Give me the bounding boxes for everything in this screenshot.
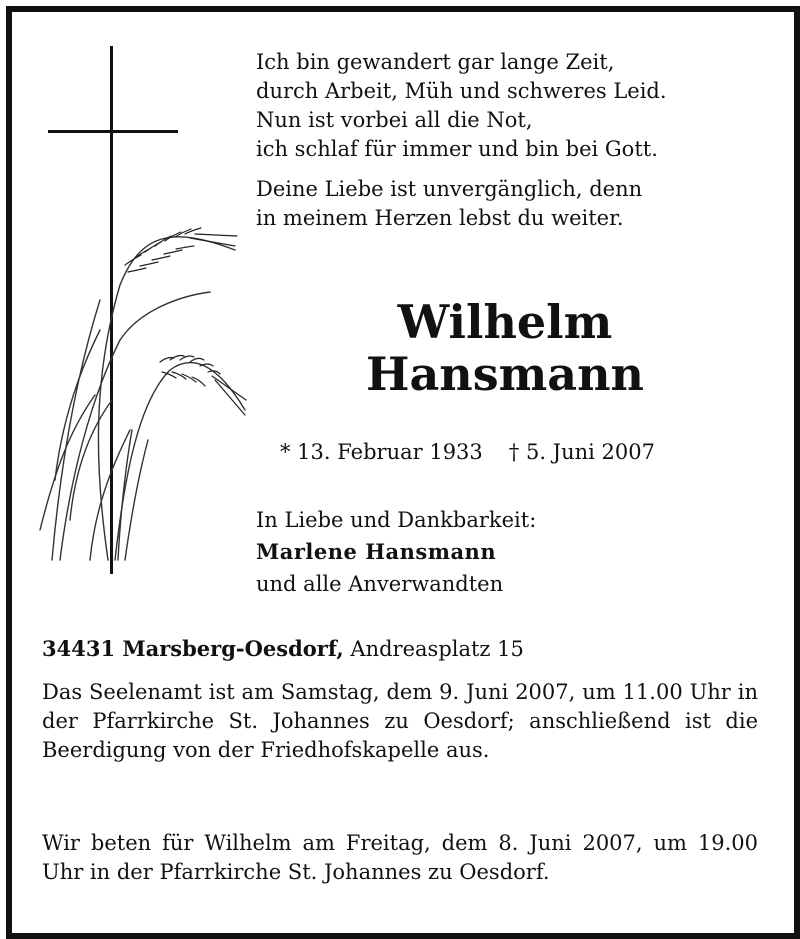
- mourner-name: Marlene Hansmann: [256, 539, 497, 564]
- wheat-icon: [40, 228, 246, 560]
- last-name: Hansmann: [366, 347, 644, 401]
- first-name: Wilhelm: [397, 295, 613, 349]
- mourners-intro: In Liebe und Dankbarkeit:: [256, 508, 537, 532]
- poem-line: Ich bin gewandert gar lange Zeit,: [256, 50, 615, 74]
- death-date: † 5. Juni 2007: [508, 440, 655, 464]
- funeral-notice: Das Seelenamt ist am Samstag, dem 9. Juni 2007, um 11.00 Uhr in der Pfarrkirche St. Johannes zu Oesdorf; anschließend ist die Beerdigung von der Friedhofskapelle aus.: [42, 680, 758, 762]
- prayer-notice: Wir beten für Wilhelm am Freitag, dem 8. Juni 2007, um 19.00 Uhr in der Pfarrkirche St. Johannes zu Oesdorf.: [42, 831, 758, 884]
- address-city: 34431 Marsberg-Oesdorf,: [42, 636, 344, 661]
- poem-line: durch Arbeit, Müh und schweres Leid.: [256, 79, 667, 103]
- address: [42, 634, 762, 664]
- poem-line: ich schlaf für immer und bin bei Gott.: [256, 137, 658, 161]
- poem: [256, 48, 766, 233]
- mourners: [256, 504, 756, 600]
- deceased-name: [290, 296, 720, 400]
- poem-line: in meinem Herzen lebst du weiter.: [256, 206, 624, 230]
- poem-line: Nun ist vorbei all die Not,: [256, 108, 533, 132]
- mourners-others: und alle Anverwandten: [256, 572, 504, 596]
- poem-line: Deine Liebe ist unvergänglich, denn: [256, 177, 643, 201]
- address-street: Andreasplatz 15: [350, 637, 524, 661]
- life-dates: [280, 438, 740, 467]
- birth-date: * 13. Februar 1933: [280, 440, 483, 464]
